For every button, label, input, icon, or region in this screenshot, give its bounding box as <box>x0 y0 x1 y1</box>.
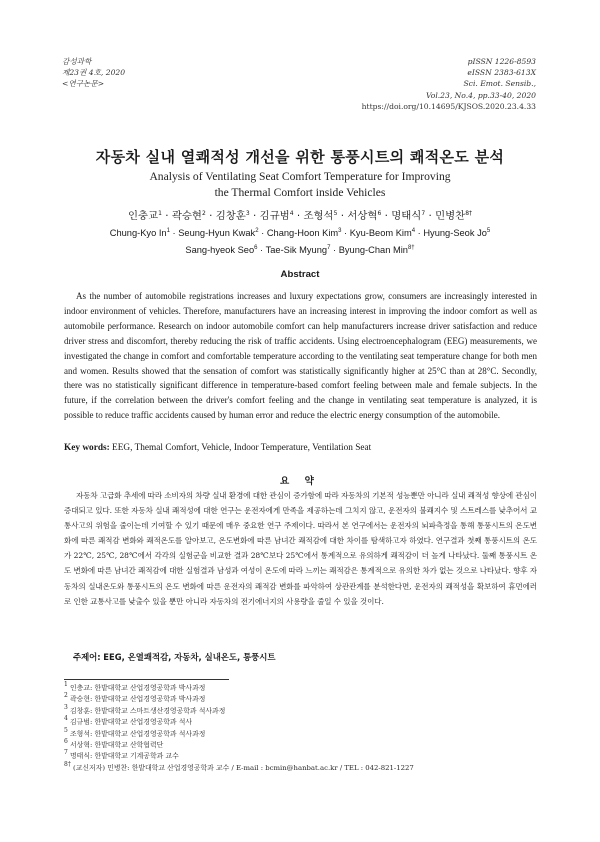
author-affiliation-mark: 1 <box>158 210 162 217</box>
abstract-heading: Abstract <box>280 269 320 280</box>
journal-name-ko: 감성과학 <box>62 57 92 66</box>
footnote-item <box>64 740 414 751</box>
author-name: 민병찬 <box>435 210 466 222</box>
author-separator: · <box>169 228 179 238</box>
author-name: Chang-Hoon Kim <box>266 228 339 238</box>
abstract-text: As the number of automobile registrations increases and luxury expectations grow, consumers are increasingly interested in indoor environment of vehicles. Therefore, manufacturers have an increasing interest in improving the indoor comfort as well as automobile performance. Research on indoor automobile comfort can help manufacturers increase driver satisfaction and reduce driver stress and discomfort, thereby reducing the risk of traffic accidents. Using electroencephalogram (EEG) measurements, we investigated the change in comfort and comfortable temperature according to the ventilating seat temperature change for both men and women. Results showed that the sensation of comfort was statistically significantly higher at 25°C than at 28°C. Secondly, there was no statistically significant difference in temperature-based comfort feeling between male and female subjects. In the future, if the correlation between the driver's comfort feeling and the change in ventilating seat temperature is analyzed, it is possible to reduce traffic accidents caused by human error and reduce the electric energy consumption of the automobile. <box>64 291 537 421</box>
author-name: 조형석 <box>303 210 334 222</box>
author-separator: · <box>381 210 392 222</box>
volume-en: Vol.23, No.4, pp.33-40, 2020 <box>425 90 536 100</box>
author-separator: · <box>257 244 266 255</box>
footnote-text: 김규범: 한밭대학교 산업경영공학과 석사 <box>67 718 193 727</box>
paper-title-en-line2: the Thermal Comfort inside Vehicles <box>214 186 386 199</box>
paper-title-en-line1: Analysis of Ventilating Seat Comfort Temperature for Improving <box>149 170 451 183</box>
author-affiliation-mark: 5 <box>333 210 338 217</box>
summary-text: 자동차 고급화 추세에 따라 소비자의 차량 실내 환경에 대한 관심이 증가함에 따라 자동차의 기본적 성능뿐만 아니라 실내 쾌적성 향상에 관심이 증대되고 있다. 또한 자동차 실내 쾌적성에 대한 연구는 운전자에게 만족을 제공하는데 그치지 않고, 운전자의 불쾌지수 및 스트레스를 낮추어서 교통사고의 위험을 줄이는데 기여할 수 있기 때문에 매우 중요한 연구 주제이다. 따라서 본 연구에서는 운전자의 뇌파측정을 통해 통풍시트의 온도변화에 따른 쾌적감 변화와 쾌적온도를 알아보고, 온도변화에 따른 남녀간 쾌적감에 대한 차이를 탐색하고자 하였다. 연구결과 첫째 통풍시트의 온도가 22℃, 25℃, 28℃에서 각각의 실험군을 비교한 결과 28℃보다 25℃에서 통계적으로 유의하게 쾌적감이 더 높게 나타났다. 둘째 통풍시트 온도 변화에 따른 남녀간 쾌적감에 대한 실험결과 남성과 여성이 온도에 따라 느끼는 쾌적감은 통계적으로 유의한 차가 없는 것으로 나타났다. 향후 자동차의 실내온도와 통풍시트의 온도 변화에 따른 운전자의 쾌적감 변화를 파악하여 상관관계를 분석한다면, 운전자의 쾌적성을 확보하여 휴먼에러로 인한 교통사고를 낮출수 있을 뿐만 아니라 자동차의 전기에너지의 사용량을 줄일 수 있을 것이다. <box>64 491 537 606</box>
author-separator: · <box>205 210 216 222</box>
author-name: Kyu-Beom Kim <box>349 228 412 238</box>
author-affiliation-mark: 4 <box>289 210 294 217</box>
author-separator: · <box>293 210 304 222</box>
journal-name-en: Sci. Emot. Sensib., <box>463 79 536 89</box>
paper-title-en <box>0 169 600 201</box>
footnote-text: (교신저자) 민병찬: 한밭대학교 산업경영공학과 교수 / E-mail : bcmin@hanbat.ac.kr / TEL : 042-821-1227 <box>70 763 414 772</box>
footnote-item <box>64 726 414 740</box>
footnote-number: 8† <box>64 760 71 768</box>
footnote-item <box>64 703 414 717</box>
author-affiliation-mark: 2 <box>201 210 206 217</box>
article-type: <연구논문> <box>62 79 105 89</box>
footnote-number: 2 <box>64 692 68 700</box>
author-list-en-line1 <box>0 225 600 242</box>
footnote-item <box>64 683 414 694</box>
footnote-text: 곽승현: 한밭대학교 산업경영공학과 박사과정 <box>67 695 206 704</box>
author-separator: · <box>341 228 350 238</box>
footnote-item <box>64 751 414 762</box>
author-affiliation-mark: 4 <box>411 228 416 234</box>
footnote-number: 1 <box>64 681 68 688</box>
footnote-number: 7 <box>64 749 68 757</box>
author-separator: · <box>330 244 339 255</box>
author-affiliation-mark: 8† <box>465 210 473 217</box>
author-list-en-line2 <box>0 242 600 259</box>
author-name: Seung-Hyun Kwak <box>178 228 256 238</box>
footnote-number: 3 <box>64 703 68 711</box>
footnote-text: 인충교: 한밭대학교 산업경영공학과 박사과정 <box>67 684 206 692</box>
footnote-item <box>64 760 414 774</box>
author-affiliation-mark: 3 <box>338 228 342 234</box>
footnotes <box>64 683 414 774</box>
keywords-ko-text: EEG, 온열쾌적감, 자동차, 실내온도, 통풍시트 <box>103 652 276 662</box>
author-name: 명태식 <box>391 210 422 222</box>
author-affiliation-mark: 2 <box>255 228 259 234</box>
author-separator: · <box>415 228 424 238</box>
author-separator: · <box>337 210 348 222</box>
author-separator: · <box>425 210 436 222</box>
author-name: Chung-Kyo In <box>109 228 167 238</box>
footnote-number: 6 <box>64 738 68 746</box>
author-affiliation-mark: 6 <box>254 244 258 251</box>
author-affiliation-mark: 5 <box>486 228 491 234</box>
author-name: 김창훈 <box>215 210 246 222</box>
author-name: Byung-Chan Min <box>338 244 408 255</box>
volume-ko: 제23권 4호, 2020 <box>62 68 126 78</box>
summary-heading: 요 약 <box>280 476 320 487</box>
author-affiliation-mark: 1 <box>166 228 170 234</box>
footnote-item <box>64 717 414 728</box>
journal-header-left <box>62 56 125 90</box>
author-separator: · <box>258 228 267 238</box>
footnote-text: 김창훈: 한밭대학교 스마트생산경영공학과 석사과정 <box>67 706 226 715</box>
keywords-text: EEG, Themal Comfort, Vehicle, Indoor Temperature, Ventilation Seat <box>112 443 372 453</box>
keywords <box>64 443 537 453</box>
author-name: Tae-Sik Myung <box>265 244 328 255</box>
author-name: Sang-hyeok Seo <box>185 244 255 255</box>
author-separator: · <box>161 210 172 222</box>
keywords-label: Key words: <box>64 443 110 453</box>
author-name: 곽승현 <box>171 210 202 222</box>
footnote-number: 4 <box>64 715 68 723</box>
author-affiliation-mark: 7 <box>421 210 426 217</box>
journal-header-right <box>362 56 536 112</box>
footnote-number: 5 <box>64 726 68 734</box>
keywords-ko <box>73 651 275 663</box>
eissn: eISSN 2383-613X <box>467 68 536 78</box>
paper-title-ko: 자동차 실내 열쾌적성 개선을 위한 통풍시트의 쾌적온도 분석 <box>95 148 505 166</box>
footnote-text: 서상혁: 한밭대학교 산학협력단 <box>67 741 164 750</box>
author-separator: · <box>249 210 260 222</box>
pissn: pISSN 1226-8593 <box>467 57 536 66</box>
author-affiliation-mark: 8† <box>407 244 415 251</box>
author-name: 김규범 <box>259 210 290 222</box>
doi-link[interactable]: https://doi.org/10.14695/KJSOS.2020.23.4.33 <box>361 101 536 111</box>
footnote-text: 명태식: 한밭대학교 기계공학과 교수 <box>67 752 179 761</box>
keywords-ko-label: 주제어: <box>73 652 101 662</box>
author-name: Hyung-Seok Jo <box>423 228 487 238</box>
footnote-divider <box>64 679 229 680</box>
author-list-ko <box>0 207 600 222</box>
footnote-text: 조형석: 한밭대학교 산업경영공학과 석사과정 <box>67 729 206 738</box>
footnote-item <box>64 694 414 705</box>
author-affiliation-mark: 6 <box>377 210 382 217</box>
author-name: 서상혁 <box>347 210 378 222</box>
author-affiliation-mark: 7 <box>327 244 331 251</box>
author-list-en <box>0 225 600 258</box>
author-name: 인충교 <box>127 210 159 222</box>
author-affiliation-mark: 3 <box>245 210 250 217</box>
